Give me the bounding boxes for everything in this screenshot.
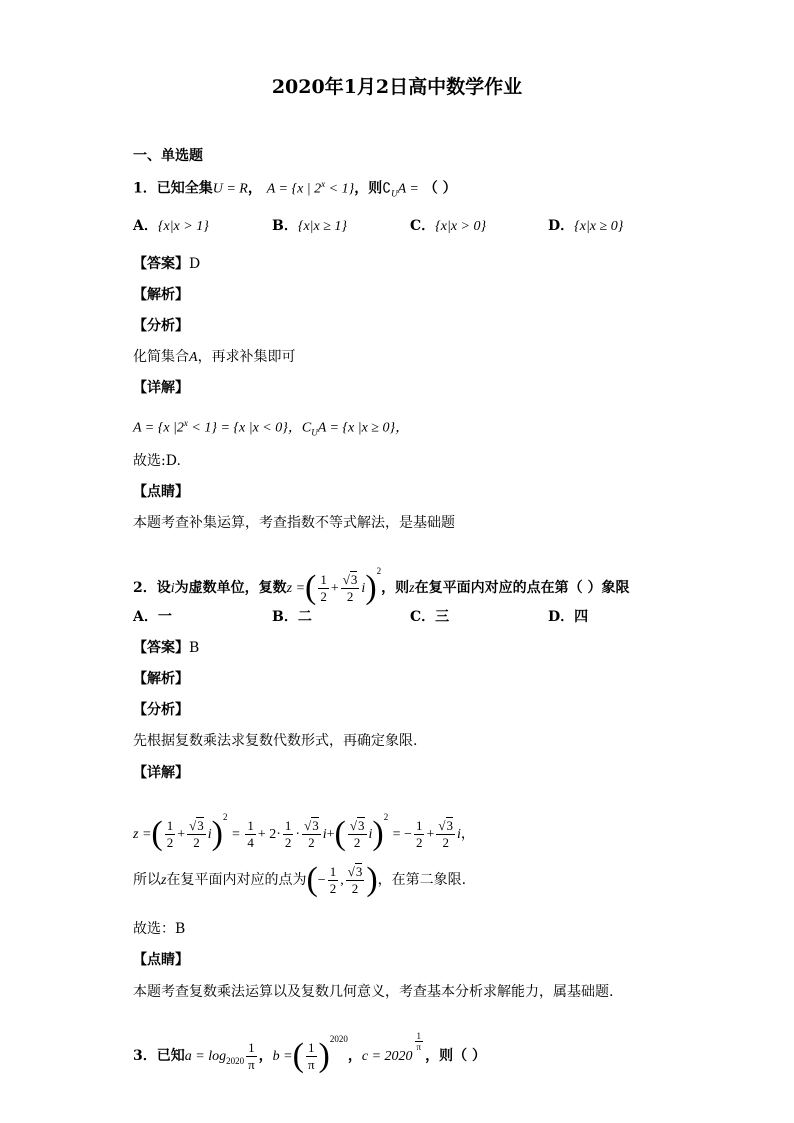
q1-option-a: A．{x|x > 1} bbox=[133, 218, 209, 234]
q1-option-d: D．{x|x ≥ 0} bbox=[548, 218, 624, 234]
q1-stem: 1．已知全集U = R， A = {x | $2^x < 1$}，则$∁_UA$ = （ ） bbox=[133, 179, 457, 199]
q1-option-c: C．{x|x > 0} bbox=[410, 218, 487, 234]
q2-answer: 【答案】B bbox=[133, 640, 200, 656]
section-heading: 一、单选题 bbox=[133, 148, 203, 164]
q2-dianjing-text: 本题考查复数乘法运算以及复数几何意义，考查基本分析求解能力，属基础题. bbox=[133, 984, 614, 1000]
q2-option-c: C．三 bbox=[410, 609, 450, 625]
q2-fenxi-text: 先根据复数乘法求复数代数形式，再确定象限. bbox=[133, 733, 418, 749]
q1-conclusion: 故选:D. bbox=[133, 453, 181, 469]
q1-fenxi-label: 【分析】 bbox=[133, 318, 189, 334]
q2-dianjing-label: 【点睛】 bbox=[133, 952, 189, 968]
q2-analysis-label: 【解析】 bbox=[133, 671, 189, 687]
q1-detail-label: 【详解】 bbox=[133, 380, 189, 396]
q1-option-b: B．{x|x ≥ 1} bbox=[272, 218, 348, 234]
q1-answer: 【答案】D bbox=[133, 256, 201, 272]
q1-detail-math: A = {x $|2^x < 1\} = \{x$ |x < 0}，$C_UA = \{x$ |x ≥ 0}， bbox=[133, 418, 410, 438]
q3-stem: 3．已知$a = \log_{2020}$ $\frac{1}{\pi}$ ，b =( $\frac{1}{\pi}$ )$^{2020}$，c = 2020 $\frac{1}{\pi}$ ，则（ ） bbox=[133, 1031, 486, 1074]
q1-dianjing-label: 【点睛】 bbox=[133, 484, 189, 500]
q2-conclusion: 故选：B bbox=[133, 921, 186, 937]
q1-dianjing-text: 本题考查补集运算，考查指数不等式解法，是基础题 bbox=[133, 515, 455, 531]
q2-fenxi-label: 【分析】 bbox=[133, 702, 189, 718]
q2-option-d: D．四 bbox=[548, 609, 589, 625]
q2-point-text: 所以z在复平面内对应的点为(− $\frac{1}{2}$ , $\frac{√3}{2}$ )，在第二象限. bbox=[133, 861, 467, 898]
q2-detail-math: z =( $\frac{1}{2}$ + $\frac{√3}{2}$ i)$^2$ = $\frac{1}{4}$ + 2· $\frac{1}{2}$ · $\frac{√3}{2}$ i+( $\frac{√3}{2}$ i)$^2$ = − $\frac{1}{2}$ + $\frac{√3}{2}$ i， bbox=[133, 812, 475, 852]
q2-option-a: A．一 bbox=[133, 609, 172, 625]
q2-stem: 2．设i为虚数单位，复数z =( $\frac{1}{2}$ + $\frac{√3}{2}$ i)$^2$，则z在复平面内对应的点在第（ ）象限 bbox=[133, 566, 630, 606]
q1-analysis-label: 【解析】 bbox=[133, 287, 189, 303]
q2-option-b: B．二 bbox=[272, 609, 312, 625]
q2-detail-label: 【详解】 bbox=[133, 765, 189, 781]
q1-fenxi-text: 化简集合A，再求补集即可 bbox=[133, 349, 296, 365]
page-title: 2020年1月2日高中数学作业 bbox=[271, 76, 523, 98]
